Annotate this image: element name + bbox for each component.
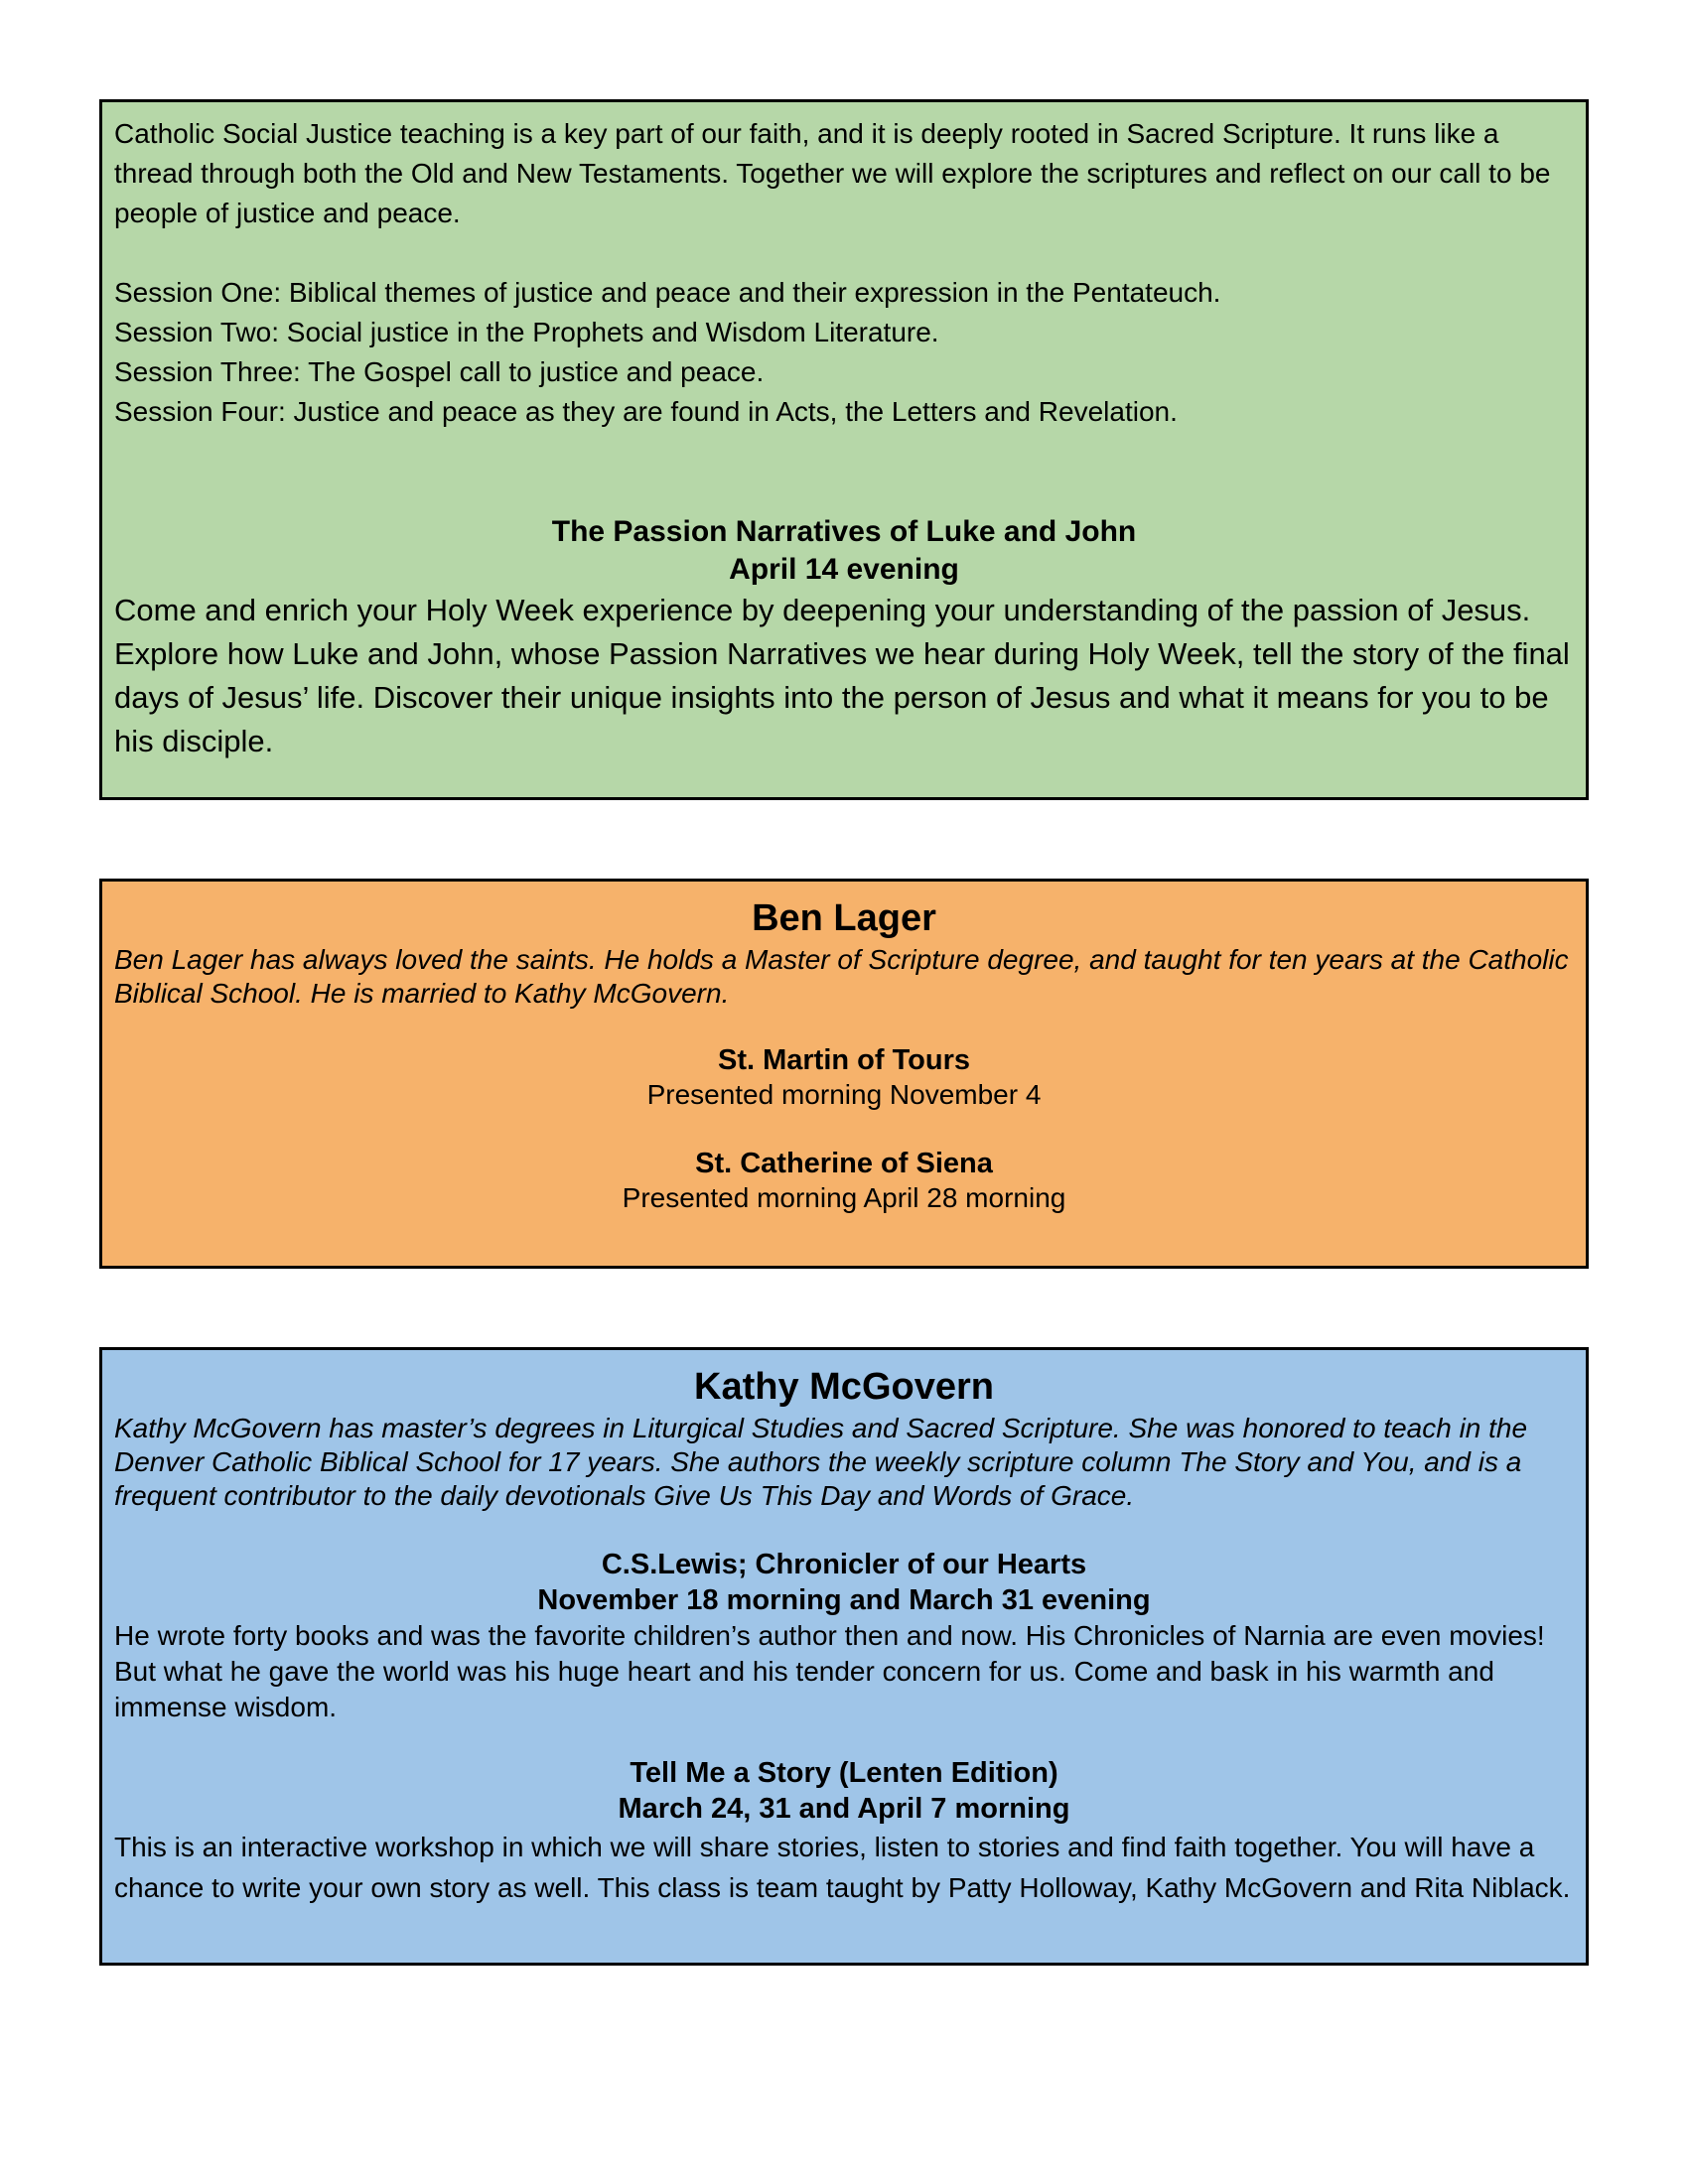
passion-date: April 14 evening <box>729 553 959 586</box>
spacer <box>114 1725 1574 1755</box>
justice-intro: Catholic Social Justice teaching is a key part of our faith, and it is deeply rooted in Sacred Scripture. It runs like a thread through both the Old and New Testaments. Together we will explore the scriptures and reflect on our call to be people of justice and peace. <box>114 118 1551 228</box>
talk-date: March 24, 31 and April 7 morning <box>618 1793 1070 1825</box>
talk-title: Tell Me a Story (Lenten Edition) <box>630 1757 1058 1789</box>
session-two: Session Two: Social justice in the Prophets and Wisdom Literature. <box>114 317 939 347</box>
presenter-bio: Ben Lager has always loved the saints. He holds a Master of Scripture degree, and taught for ten years at the Catholic Biblical School. He is married to Kathy McGovern. <box>114 944 1569 1009</box>
talk-description: This is an interactive workshop in which we will share stories, listen to stories and find faith together. You will have a chance to write your own story as well. This class is team taught by Patty Holloway, Kathy McGovern and Rita Niblack. <box>114 1832 1571 1903</box>
session-one: Session One: Biblical themes of justice and peace and their expression in the Pentateuch. <box>114 277 1221 308</box>
passion-description: Come and enrich your Holy Week experience by deepening your understanding of the passion of Jesus. Explore how Luke and John, whose Passion Narratives we hear during Holy Week, tell the story of the final days of Jesus’ life. Discover their unique insights into the person of Jesus and what it means for you to be his disciple. <box>114 593 1570 758</box>
session-four: Session Four: Justice and peace as they are found in Acts, the Letters and Revelation. <box>114 396 1178 427</box>
passion-title: The Passion Narratives of Luke and John <box>551 515 1137 548</box>
talk-title: St. Martin of Tours <box>717 1044 970 1076</box>
talk-title: C.S.Lewis; Chronicler of our Hearts <box>601 1549 1087 1580</box>
talk-date: November 18 morning and March 31 evening <box>537 1584 1151 1616</box>
presenter-bio: Kathy McGovern has master’s degrees in Liturgical Studies and Sacred Scripture. She was honored to teach in the Denver Catholic Biblical School for 17 years. She authors the weekly scripture column The Story and You, and is a frequent contributor to the daily devotionals Give Us This Day and Words of Grace. <box>114 1413 1528 1511</box>
talk-description: He wrote forty books and was the favorite children’s author then and now. His Chronicles of Narnia are even movies! But what he gave the world was his huge heart and his tender concern for us. Come and bask in his warmth and immense wisdom. <box>114 1620 1545 1722</box>
spacer <box>114 233 1574 273</box>
spacer <box>114 1112 1574 1146</box>
justice-section-box <box>99 99 1589 800</box>
spacer <box>114 1011 1574 1042</box>
spacer <box>114 432 1574 513</box>
lager-section-box <box>99 879 1589 1269</box>
presenter-name: Kathy McGovern <box>694 1366 994 1408</box>
spacer <box>114 1513 1574 1547</box>
talk-title: St. Catherine of Siena <box>695 1148 993 1179</box>
talk-date: Presented morning November 4 <box>646 1079 1042 1110</box>
mcgovern-section-box <box>99 1347 1589 1966</box>
talk-date: Presented morning April 28 morning <box>622 1182 1066 1213</box>
session-three: Session Three: The Gospel call to justice and peace. <box>114 356 765 387</box>
presenter-name: Ben Lager <box>752 897 936 939</box>
